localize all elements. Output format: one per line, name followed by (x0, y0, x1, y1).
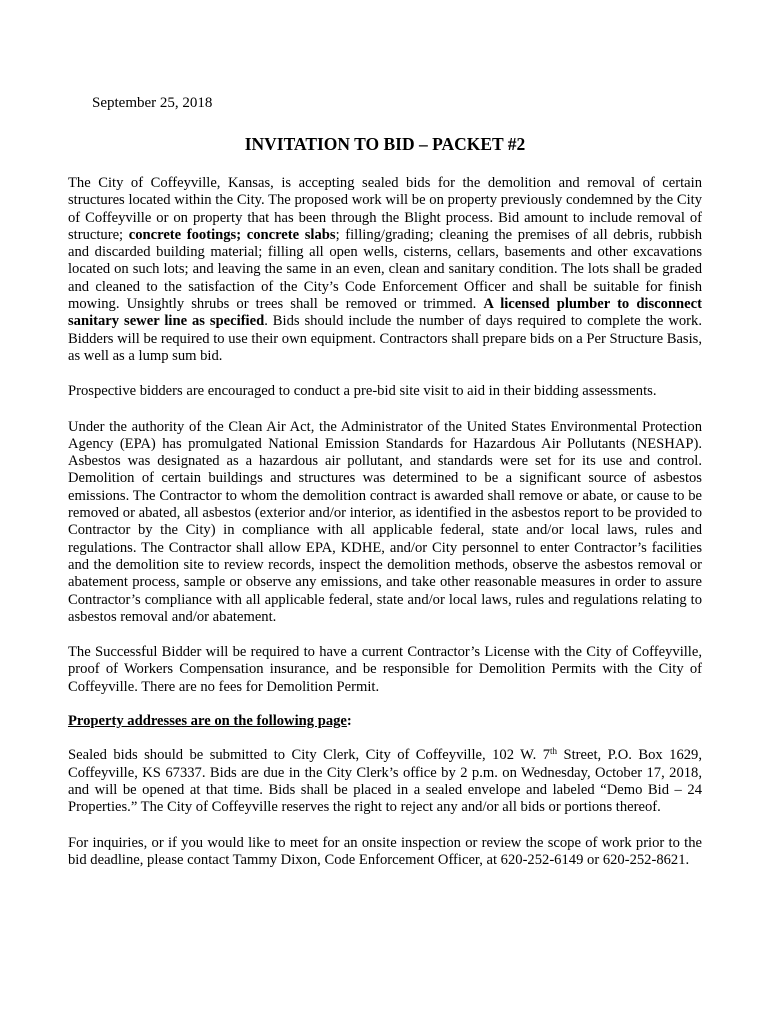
ordinal-superscript: th (550, 746, 558, 757)
paragraph-asbestos: Under the authority of the Clean Air Act, the Administrator of the United States Environmental Protection Agency (EPA) has promulgated National Emission Standards for Hazardous Air Pollutants (NESHAP). Asbestos was designated as a hazardous air pollutant, and standards were set for its use and control. Demolition of certain buildings and structures was determined to be a significant source of asbestos emissions. The Contractor to whom the demolition contract is awarded shall remove or abate, or cause to be removed or abated, all asbestos (exterior and/or interior, as identified in the asbestos report to be provided to Contractor by the City) in compliance with all applicable federal, state and/or local laws, rules and regulations. The Contractor shall allow EPA, KDHE, and/or City personnel to enter Contractor’s facilities and the demolition site to review records, inspect the demolition methods, observe the asbestos removal or abatement process, sample or observe any emissions, and take other reasonable measures in order to assure Contractor’s compliance with all applicable federal, state and/or local laws, rules and regulations relating to asbestos removal and/or abatement. (68, 418, 702, 625)
submission-text-1: Sealed bids should be submitted to City Clerk, City of Coffeyville, 102 W. 7 (68, 747, 551, 764)
heading-text: Property addresses are on the following page (68, 713, 347, 730)
document-body (68, 175, 702, 887)
scope-text-2: ; filling/grading; cleaning the premises of all debris, rubbish and discarded building material; filling all open wells, cisterns, cellars, basements and other excavations located on such lots; and leaving the same in an even, clean and sanitary condition. The lots shall be graded and cleaned to the satisfaction of the City’s Code Enforcement Officer and shall be suitable for finish mowing. Unsightly shrubs or trees shall be removed or trimmed. (68, 226, 702, 313)
paragraph-inquiries: For inquiries, or if you would like to meet for an onsite inspection or review the scope of work prior to the bid deadline, please contact Tammy Dixon, Code Enforcement Officer, at 620-252-6149 or 620-252-8621. (68, 834, 702, 868)
letter-date: September 25, 2018 (92, 95, 213, 111)
document-title: INVITATION TO BID – PACKET #2 (244, 134, 526, 154)
paragraph-submission (68, 747, 702, 816)
heading-colon: : (346, 713, 352, 730)
property-addresses-heading (68, 713, 702, 730)
paragraph-site-visit: Prospective bidders are encouraged to conduct a pre-bid site visit to aid in their bidding assessments. (68, 383, 657, 400)
scope-bold-footings: concrete footings; concrete slabs (128, 226, 336, 243)
scope-text-1: The City of Coffeyville, Kansas, is accepting sealed bids for the demolition and removal of certain structures located within the City. The proposed work will be on property previously condemned by the City of Coffeyville or on property that has been through the Blight process. Bid amount to include removal of structure; (68, 175, 702, 243)
paragraph-scope-of-work (68, 175, 702, 365)
paragraph-license: The Successful Bidder will be required to have a current Contractor’s License with the City of Coffeyville, proof of Workers Compensation insurance, and be responsible for Demolition Permits with the City of Coffeyville. There are no fees for Demolition Permit. (68, 644, 702, 695)
submission-text-2: Street, P.O. Box 1629, Coffeyville, KS 67337. Bids are due in the City Clerk’s office by 2 p.m. on Wednesday, October 17, 2018, and will be opened at that time. Bids shall be placed in a sealed envelope and labeled “Demo Bid – 24 Properties.” The City of Coffeyville reserves the right to reject any and/or all bids or portions thereof. (68, 747, 703, 816)
scope-text-3: . Bids should include the number of days required to complete the work. Bidders will be required to use their own equipment. Contractors shall prepare bids on a Per Structure Basis, as well as a lump sum bid. (68, 313, 702, 364)
scope-bold-plumber: A licensed plumber to disconnect sanitary sewer line as specified (68, 296, 702, 330)
